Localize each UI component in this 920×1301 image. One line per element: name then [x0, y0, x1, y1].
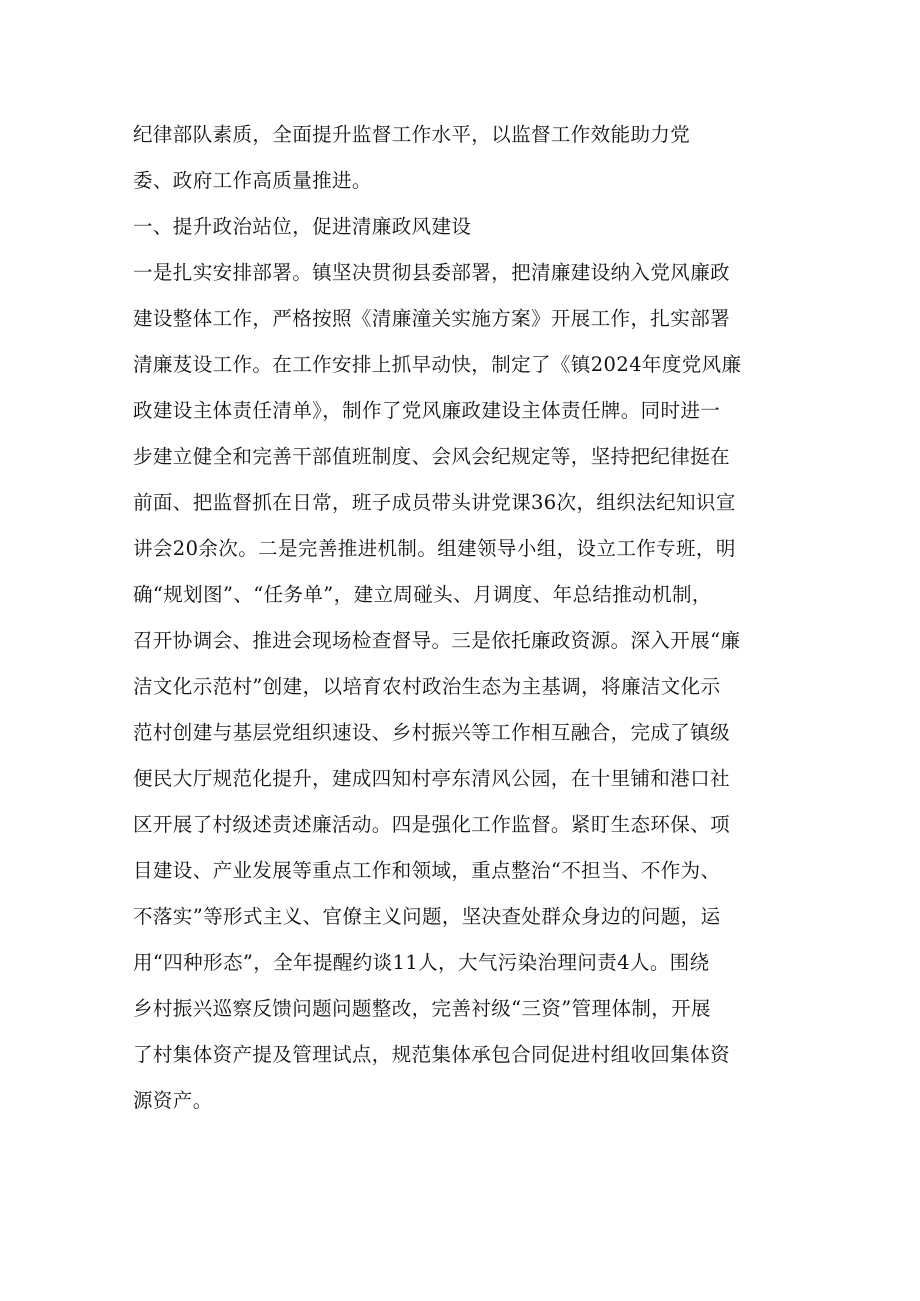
paragraph-line: 便民大厅规范化提升，建成四知村亭东清风公园，在十里铺和港口社 [133, 767, 731, 790]
paragraph-line: 召开协调会、推进会现场检查督导。三是依托廉政资源。深入开展“廉 [133, 629, 741, 652]
document-body [133, 112, 783, 1124]
paragraph-line: 讲会20余次。二是完善推进机制。组建领导小组，设立工作专班，明 [133, 537, 736, 560]
paragraph-line: 范村创建与基层党组织速设、乡村振兴等工作相互融合，完成了镇级 [133, 721, 731, 744]
paragraph-line: 不落实”等形式主义、官僚主义问题，坚决查处群众身边的问题，运 [133, 905, 721, 928]
paragraph-line: 区开展了村级述责述廉活动。四是强化工作监督。紧盯生态环保、项 [133, 813, 731, 836]
paragraph-line: 了村集体资产提及管理试点，规范集体承包合同促进村组收回集体资 [133, 1043, 731, 1066]
paragraph-line: 用“四种形态”，全年提醒约谈11人，大气污染治理问责4人。围绕 [133, 951, 710, 974]
paragraph-line: 委、政府工作高质量推进。 [133, 169, 372, 192]
paragraph-line: 步建立健全和完善干部值班制度、会风会纪规定等，坚持把纪律挺在 [133, 445, 731, 468]
paragraph-line: 确“规划图”、“任务单”，建立周碰头、月调度、年总结推动机制， [133, 583, 712, 606]
paragraph-line: 洁文化示范村”创建，以培育农村政治生态为主基调，将廉洁文化示 [133, 675, 721, 698]
paragraph-line: 政建设主体责任清单》，制作了党风廉政建设主体责任牌。同时进一 [133, 399, 721, 422]
section-heading: 一、提升政治站位，促进清廉政风建设 [133, 215, 472, 238]
paragraph-line: 一是扎实安排部署。镇坚决贯彻县委部署，把清廉建设纳入党风廉政 [133, 261, 731, 284]
paragraph-line: 建设整体工作，严格按照《清廉潼关实施方案》开展工作，扎实部署 [133, 307, 731, 330]
paragraph-line: 前面、把监督抓在日常，班子成员带头讲党课36次，组织法纪知识宣 [133, 491, 736, 514]
paragraph-line: 纪律部队素质，全面提升监督工作水平，以监督工作效能助力党 [133, 123, 691, 146]
paragraph-line: 清廉芨设工作。在工作安排上抓早动快，制定了《镇2024年度党风廉 [133, 353, 742, 376]
paragraph-line: 目建设、产业发展等重点工作和领域，重点整治“不担当、不作为、 [133, 859, 721, 882]
paragraph-line: 乡村振兴巡察反馈问题问题整改，完善衬级“三资”管理体制，开展 [133, 997, 711, 1020]
paragraph-line: 源资产。 [133, 1089, 213, 1112]
